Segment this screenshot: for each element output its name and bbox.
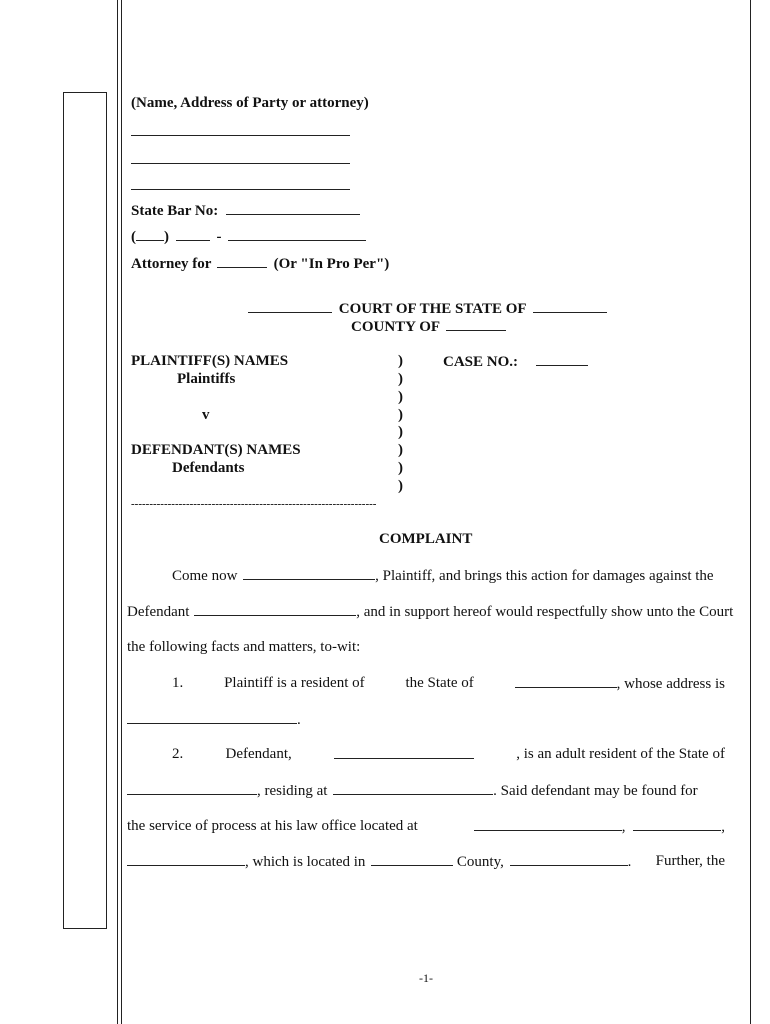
caption-paren: ) [398,442,403,458]
address-line-3[interactable] [131,189,350,190]
phone-dash: - [216,229,222,245]
county-of-label: COUNTY OF [351,319,440,335]
body-line-1 [127,567,725,585]
office-city-field[interactable] [633,818,721,831]
body-text: . [297,712,301,728]
caption-paren: ) [398,407,403,423]
body-line-2 [127,603,734,621]
phone-prefix-field[interactable] [176,228,210,241]
pro-per-label: (Or "In Pro Per") [273,256,390,272]
body-text: , which is located in [245,854,366,870]
body-text: County, [456,854,504,870]
plaintiff-address-field[interactable] [127,711,297,724]
body-text: , and in support hereof would respectfully show unto the Court [356,604,734,620]
state-bar-row [131,202,360,220]
case-no-label: CASE NO.: [443,354,519,370]
case-no-field[interactable] [536,353,588,366]
county-name-field[interactable] [446,318,506,331]
court-heading-row [248,300,607,318]
caption-paren: ) [398,353,403,369]
address-line-2[interactable] [131,163,350,164]
defendant-name-field[interactable] [194,603,356,616]
body-text: Plaintiff is a resident of [224,675,365,691]
body-text: , [721,819,725,835]
margin-line-right [750,0,751,1024]
attorney-for-field[interactable] [217,255,267,268]
paragraph-1-line-1 [127,675,725,693]
paragraph-2-line-1 [127,746,725,763]
office-state-field[interactable] [127,853,245,866]
body-text: the following facts and matters, to-wit: [127,639,361,655]
state-bar-field[interactable] [226,202,360,215]
phone-area-code-field[interactable] [136,228,164,241]
name-address-label: (Name, Address of Party or attorney) [131,95,369,111]
plaintiff-state-field[interactable] [515,675,617,688]
phone-row [131,228,366,246]
phone-number-field[interactable] [228,228,366,241]
versus-label: v [202,407,210,423]
body-text: . [627,854,632,870]
plaintiffs-label: Plaintiffs [177,371,236,387]
body-text: the service of process at his law office located at [127,818,418,834]
page-number: -1- [419,971,433,985]
body-line-3 [127,639,725,656]
phone-paren-close: ) [164,229,169,245]
court-name-field[interactable] [248,300,332,313]
caption-paren: ) [398,424,403,440]
body-text: , [621,819,626,835]
phone-paren-open: ( [131,229,136,245]
caption-paren: ) [398,389,403,405]
body-text: . Said defendant may be found for [493,783,698,799]
residence-field[interactable] [333,782,493,795]
body-text: , is an adult resident of the State of [516,746,725,762]
attorney-for-row [131,255,389,273]
office-address-field[interactable] [474,818,622,831]
body-text: , Plaintiff, and brings this action for damages against the [375,568,714,584]
come-now-text: Come now [172,568,238,584]
state-name-field[interactable] [533,300,607,313]
paragraph-2-line-2 [127,782,725,800]
court-of-state-label: COURT OF THE STATE OF [338,301,527,317]
body-text: Further, the [655,853,725,869]
office-zip-field[interactable] [510,853,628,866]
paragraph-number: 2. [172,746,184,762]
caption-paren: ) [398,478,403,494]
margin-line-left-2 [121,0,122,1024]
defendant-state-field[interactable] [127,782,257,795]
plaintiff-name-field[interactable] [243,567,375,580]
case-no-row [443,353,588,371]
defendant-name-field-2[interactable] [334,746,474,759]
caption-divider: ------------------------------------------------------------------- [131,498,377,510]
paragraph-number: 1. [172,675,184,691]
address-line-1[interactable] [131,135,350,136]
defendant-text: Defendant [127,604,190,620]
caption-paren: ) [398,371,403,387]
county-heading-row [351,318,506,336]
margin-line-left-1 [117,0,118,1024]
paragraph-2-line-4 [127,853,725,871]
county-field[interactable] [371,853,453,866]
state-bar-label: State Bar No: [131,203,219,219]
caption-paren: ) [398,460,403,476]
document-title: COMPLAINT [379,531,473,547]
body-text: , whose address is [616,676,725,692]
body-text: the State of [405,675,474,691]
attorney-for-label: Attorney for [131,256,212,272]
plaintiffs-names: PLAINTIFF(S) NAMES [131,353,289,369]
paragraph-1-line-2 [127,711,725,729]
body-text: Defendant, [225,746,292,762]
body-text: , residing at [257,783,328,799]
defendants-names: DEFENDANT(S) NAMES [131,442,301,458]
paragraph-2-line-3 [127,818,725,836]
line-number-box [63,92,107,929]
defendants-label: Defendants [172,460,245,476]
